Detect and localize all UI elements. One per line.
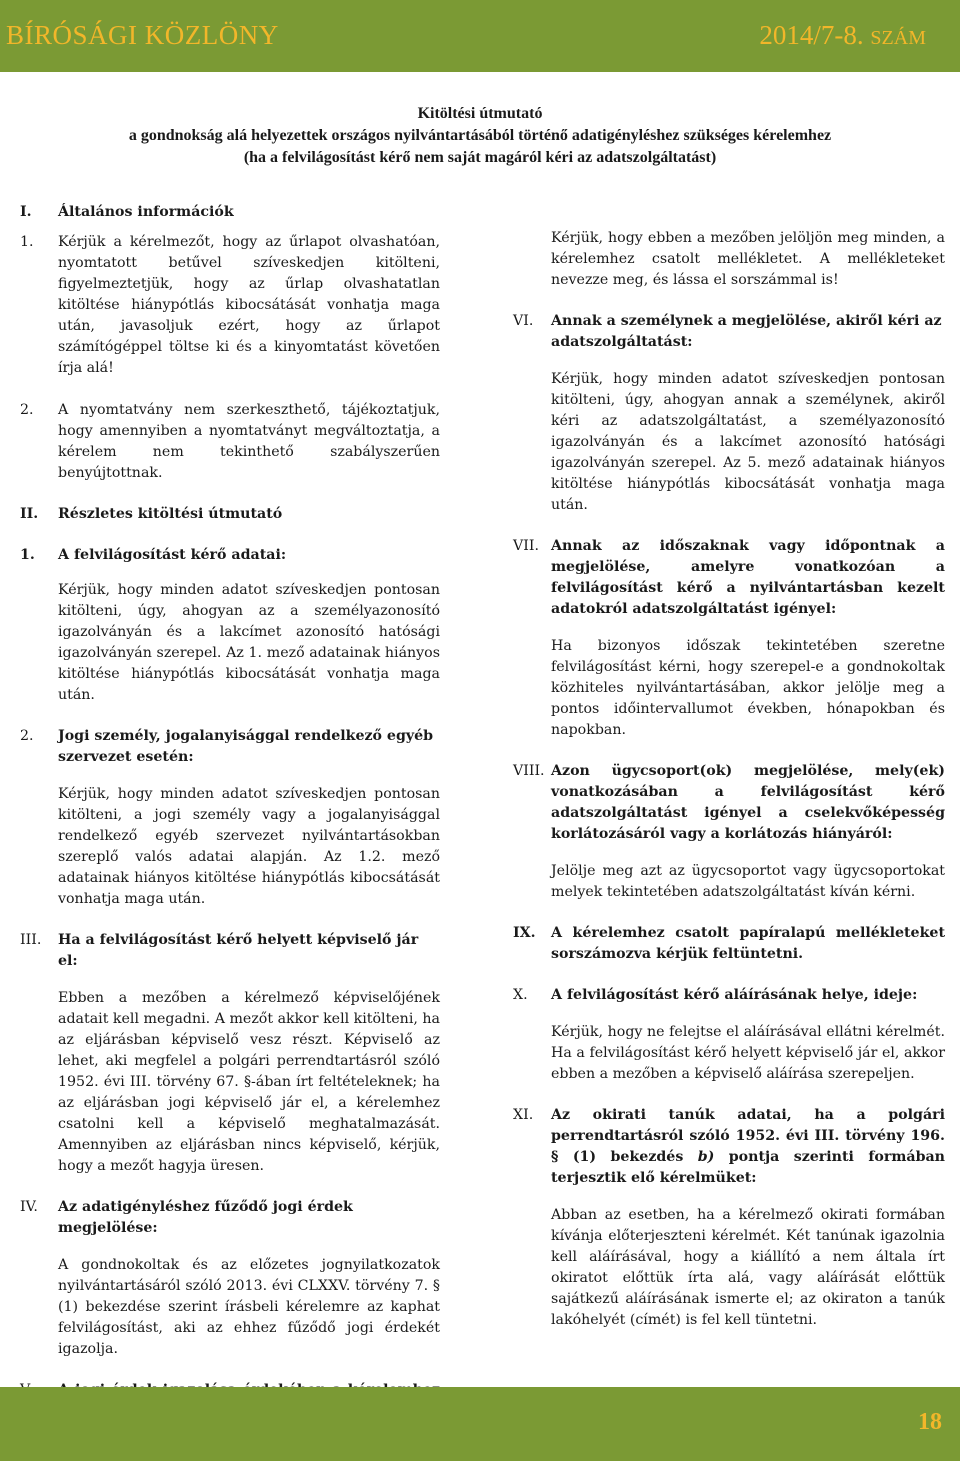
- section-heading: Részletes kitöltési útmutató: [58, 506, 283, 522]
- section-IV-text: A gondnokoltak és az előzetes jognyilatkozatok nyilvántartásáról szóló 2013. évi CLXXV. törvény 7. § (1) bekezdése szerint írásbeli kérelemre az kaphat felvilágosítást, aki az ehhez fűződő jogi érdekét igazolja.: [58, 1257, 440, 1357]
- section-number: II.: [20, 506, 39, 522]
- section-VII: [513, 536, 945, 620]
- field-heading: Jogi személy, jogalanyisággal rendelkező egyéb szervezet esetén:: [58, 728, 434, 765]
- section-number: XI.: [513, 1107, 534, 1123]
- section-number: X.: [513, 987, 528, 1003]
- paragraph-1: [20, 232, 440, 379]
- page-number: 18: [918, 1409, 942, 1435]
- title-line-1: Kitöltési útmutató: [417, 105, 543, 122]
- section-X-text: Kérjük, hogy ne felejtse el aláírásával ellátni kérelmét. Ha a felvilágosítást kérő helyett képviselő jár el, akkor ebben a mezőben a képviselő aláírása szerepeljen.: [551, 1024, 945, 1082]
- paragraph-2: [20, 400, 440, 484]
- field-2-text: Kérjük, hogy minden adatot szíveskedjen pontosan kitölteni, a jogi személy vagy a jogalanyisággal rendelkező egyéb szervezet nyilvántartásokban szereplő valós adatai alapján. Az 1.2. mező adatainak hiányos kitöltése hiánypótlás kibocsátását vonhatja maga után.: [58, 786, 440, 907]
- section-number: III.: [20, 932, 42, 948]
- section-number: VI.: [513, 313, 534, 329]
- section-number: VIII.: [513, 763, 545, 779]
- heading-part-a: Az okirati tanúk adatai, ha a polgári perrendtartásról szóló 1952. évi III. törvény 196. § (1) bekezdés: [551, 1107, 945, 1165]
- issue-main: 2014/7-8.: [759, 20, 871, 50]
- section-XI: [513, 1105, 945, 1189]
- paragraph-number: 1.: [20, 234, 34, 250]
- field-number: 1.: [20, 547, 35, 563]
- section-heading: Az adatigényléshez fűződő jogi érdek megjelölése:: [58, 1199, 353, 1236]
- section-VIII-text: Jelölje meg azt az ügycsoportot vagy ügycsoportokat melyek tekintetében adatszolgáltatást kíván kérni.: [551, 863, 945, 900]
- paragraph-number: 2.: [20, 402, 34, 418]
- title-line-3: (ha a felvilágosítást kérő nem saját magáról kéri az adatszolgáltatást): [243, 149, 717, 166]
- section-XI-text: Abban az esetben, ha a kérelmező okirati formában kívánja előterjeszteni kérelmét. Két tanúnak igazolnia kell aláírásával, hogy a kiállító a nem általa írt okiratot előttük írta alá, vagy aláírását előttük sajátkezű aláírásának ismerte el; az okiraton a tanúk lakóhelyét (címét) is fel kell tüntetni.: [551, 1207, 945, 1328]
- right-column: [513, 228, 945, 1331]
- issue-suffix: SZÁM: [870, 27, 926, 49]
- field-2: [20, 726, 440, 768]
- section-VI: [513, 311, 945, 353]
- section-number: IX.: [513, 925, 536, 941]
- section-X: [513, 985, 945, 1006]
- section-heading: Ha a felvilágosítást kérő helyett képviselő jár el:: [58, 932, 419, 969]
- section-I: [20, 202, 440, 223]
- paragraph-text: A nyomtatvány nem szerkeszthető, tájékoztatjuk, hogy amennyiben a nyomtatványt megváltoztatja, a kérelem nem tekinthető szabályszerűen benyújtottnak.: [58, 402, 440, 481]
- section-III: [20, 930, 440, 972]
- section-heading: A felvilágosítást kérő aláírásának helye, ideje:: [551, 987, 918, 1003]
- section-VIII: [513, 761, 945, 845]
- journal-title: BÍRÓSÁGI KÖZLÖNY: [6, 20, 279, 50]
- section-heading: Általános információk: [58, 204, 234, 220]
- heading-part-b: pontja szerinti formában terjesztik elő kérelmüket:: [551, 1149, 945, 1186]
- field-heading: A felvilágosítást kérő adatai:: [58, 547, 287, 563]
- section-III-text: Ebben a mezőben a kérelmező képviselőjének adatait kell megadni. A mezőt akkor kell kitölteni, ha az eljárásban képviselő vesz részt. Képviselő az lehet, aki megfelel a polgári perrendtartásról szóló 1952. évi III. törvény 67. §-ában írt feltételeknek; ha az eljárásban jogi képviselő jár el, a kérelemhez csatolni kell a képviselő meghatalmazását. Amennyiben az eljárásban nincs képviselő, kérjük, hogy a mezőt hagyja üresen.: [58, 990, 440, 1174]
- left-column: [20, 200, 440, 1443]
- section-number: I.: [20, 204, 32, 220]
- attachments-text: Kérjük, hogy ebben a mezőben jelöljön meg minden, a kérelemhez csatolt mellékletet. A mellékleteket nevezze meg, és lássa el sorszámmal is!: [551, 230, 945, 288]
- section-heading: A kérelemhez csatolt papíralapú mellékleteket sorszámozva kérjük feltüntetni.: [551, 925, 945, 962]
- field-1-text: Kérjük, hogy minden adatot szíveskedjen pontosan kitölteni, úgy, ahogyan az a személyazonosító igazolványán és a lakcímet azonosító hatósági igazolványán szerepel. Az 1. mező adatainak hiányos kitöltése hiánypótlás kibocsátását vonhatja maga után.: [58, 582, 440, 703]
- field-number: 2.: [20, 728, 34, 744]
- section-heading: Annak a személynek a megjelölése, akiről kéri az adatszolgáltatást:: [551, 313, 942, 350]
- document-title: [0, 103, 960, 169]
- paragraph-text: Kérjük a kérelmezőt, hogy az űrlapot olvashatóan, nyomtatott betűvel szíveskedjen kitölteni, figyelmeztetjük, hogy az űrlap olvashatatlan kitöltése hiánypótlás kibocsátását vonhatja maga után, javasoljuk ezért, hogy az űrlapot számítógéppel töltse ki és a kinyomtatást követően írja alá!: [58, 234, 440, 376]
- section-number: IV.: [20, 1199, 38, 1215]
- section-heading: Annak az időszaknak vagy időpontnak a megjelölése, amelyre vonatkozóan a felvilágosítást kérő a nyilvántartásban kezelt adatokról adatszolgáltatást igényel:: [551, 538, 945, 617]
- section-IX: [513, 923, 945, 965]
- section-II: [20, 504, 440, 525]
- field-1: [20, 545, 440, 566]
- section-VI-text: Kérjük, hogy minden adatot szíveskedjen pontosan kitölteni, úgy, ahogyan annak a személynek, akiről kéri az adatszolgáltatást, a személyazonosító igazolványán és a lakcímet azonosító hatósági igazolványán szerepel. Az 5. mező adatainak hiányos kitöltése hiánypótlás kibocsátását vonhatja maga után.: [551, 371, 945, 513]
- issue-number: [759, 20, 926, 51]
- footer-band: [0, 1387, 960, 1461]
- header-band: [0, 0, 960, 72]
- section-heading: [551, 1105, 945, 1189]
- section-IV: [20, 1197, 440, 1239]
- section-number: VII.: [513, 538, 539, 554]
- section-VII-text: Ha bizonyos időszak tekintetében szeretne felvilágosítást kérni, hogy szerepel-e a gondnokoltak közhiteles nyilvántartásában, akkor jelölje meg a pontos időintervallumot években, hónapokban és napokban.: [551, 638, 945, 738]
- title-line-2: a gondnokság alá helyezettek országos nyilvántartásából történő adatigényléshez szükséges kérelemhez: [128, 127, 832, 144]
- section-heading: Azon ügycsoport(ok) megjelölése, mely(ek) vonatkozásában a felvilágosítást kérő adatszolgáltatást igényel a cselekvőképesség korlátozásáról vagy a korlátozás hiányáról:: [551, 763, 945, 842]
- heading-emphasis: b): [697, 1149, 715, 1165]
